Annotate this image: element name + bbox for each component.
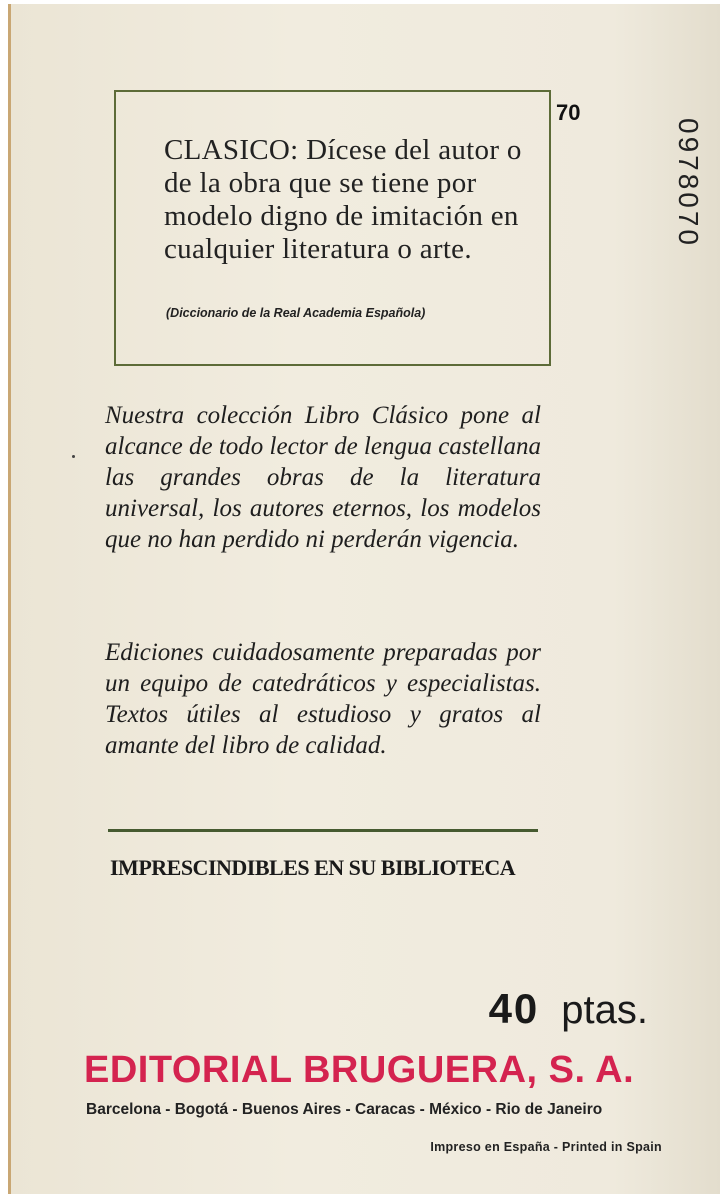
publisher-cities: Barcelona - Bogotá - Buenos Aires - Caracas - México - Rio de Janeiro <box>86 1101 603 1118</box>
divider-rule <box>108 829 538 832</box>
definition-text: CLASICO: Dícese del autor o de la obra que se tiene por modelo digno de imitación en cualquier literatura o arte. <box>164 134 522 265</box>
price <box>489 985 648 1033</box>
publisher-name: EDITORIAL BRUGUERA, S. A. <box>84 1049 635 1091</box>
printed-in: Impreso en España - Printed in Spain <box>430 1140 662 1154</box>
edition-description: Ediciones cuidadosamente preparadas por un equipo de catedráticos y especialistas. Textos útiles al estudioso y gratos al amante del libro de calidad. <box>105 639 541 759</box>
collection-number: 70 <box>556 100 581 125</box>
price-amount: 40 <box>488 985 540 1032</box>
speck <box>72 455 75 458</box>
collection-description: Nuestra colección Libro Clásico pone al alcance de todo lector de lengua castellana las grandes obras de la literatura universal, los autores eternos, los modelos que no han perdido ni perderán vigencia. <box>105 402 541 553</box>
slogan: IMPRESCINDIBLES EN SU BIBLIOTECA <box>110 855 516 880</box>
definition-source: (Diccionario de la Real Academia Española) <box>166 306 426 320</box>
catalog-code: 0978070 <box>673 117 704 249</box>
definition-box <box>114 90 551 366</box>
price-currency: ptas. <box>561 988 648 1032</box>
